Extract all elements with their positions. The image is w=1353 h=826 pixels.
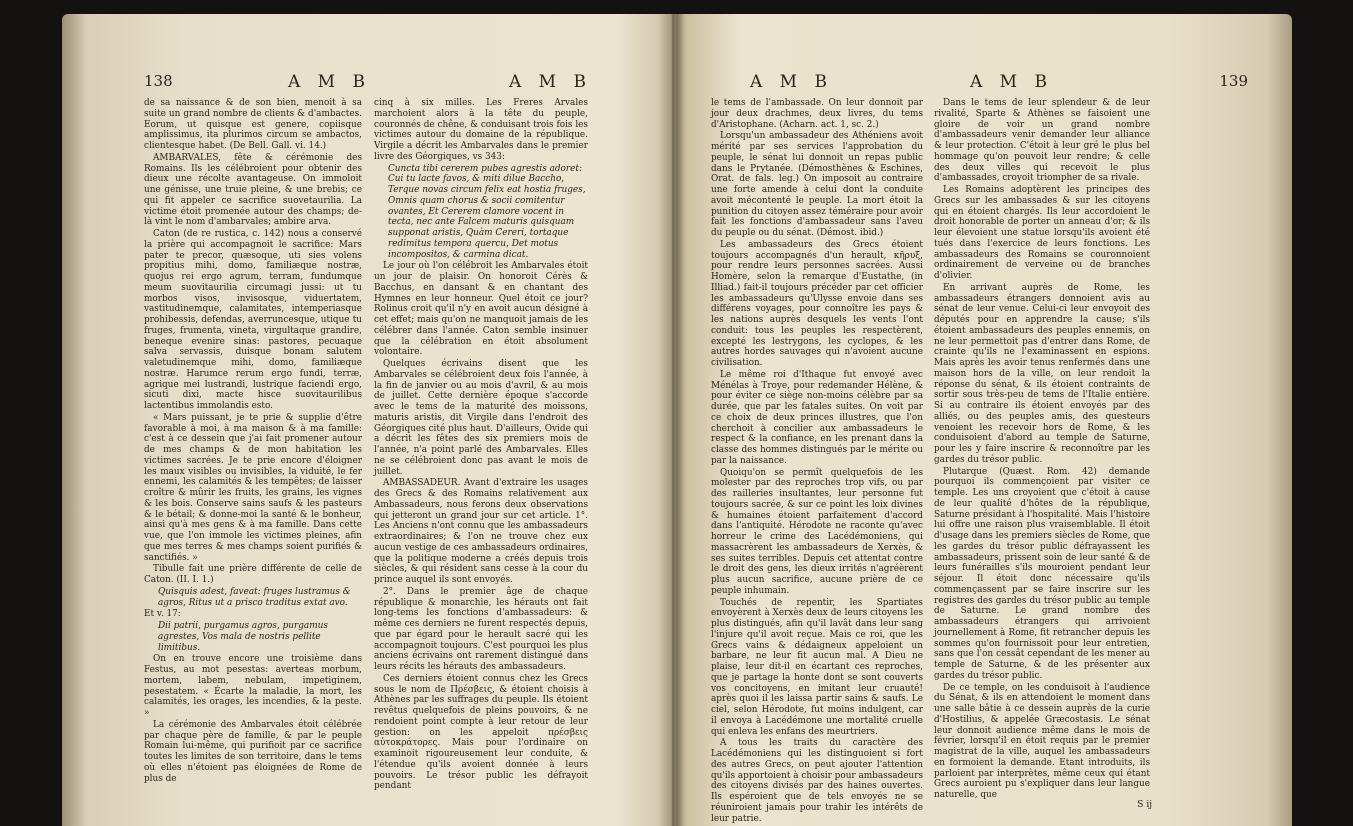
verse-quote: Dii patrii, purgamus agros, purgamus agrestes, Vos mala de nostris pellite limitibus. [158, 621, 328, 653]
left-page [62, 14, 672, 826]
open-book [62, 14, 1292, 826]
paragraph: de sa naissance & de son bien, menoit à sa suite un grand nombre de clients & d'ambactes. Eorum, ut quisque est genere, copiisque amplissimus, ita plurimos circum se ambactos, clientesque habet. (De Bell. Gall. vi. 14.) [144, 98, 362, 151]
paragraph: Dans le tems de leur splendeur & de leur rivalité, Sparte & Athènes se faisoient une gloire de voir un grand nombre d'ambassadeurs venir demander leur alliance & leur protection. C'étoit à leur gré le plus bel hommage qu'on pouvoit leur rendre; & celle des deux villes qui recevoit le plus d'ambassades, croyoit triompher de sa rivale. [934, 98, 1150, 184]
verse-quote: Cuncta tibi cererem pubes agrestis adoret: Cui tu lacte favos, & miti dilue Baccho, Terque novas circum felix eat hostia fruges, Omnis quam chorus & socii comitentur ovantes, Et Cererem clamore vocent in tecta, nec ante Falcem maturis quisquam supponat aristis, Quàm Cereri, tortaque redimitus tempora quercu, Det motus incompositos, & carmina dicat. [388, 163, 586, 260]
paragraph: La cérémonie des Ambarvales étoit célébrée par chaque père de famille, & par le peuple Romain lui-même, qui purifioit par ce sacrifice toutes les limites de son territoire, dans le tems où elles n'étoient pas éloignées de Rome de plus de [144, 719, 362, 784]
paragraph: Caton (de re rustica, c. 142) nous a conservé la prière qui accompagnoit le sacrifice: Mars pater te precor, quæsoque, uti sies volens propitius mihi, domo, familiæque nostræ, quojus rei ergo agrum, terram, fundumque meum suovitaurilia circumagi jussi: ut tu morbos visos, invisosque, viduertatem, vastitudinemque, calamitates, intemperiasque prohibessis, defendas, averruncesque, utique tu fruges, frumenta, vineta, virgultaque grandire, beneque evenire sinas: pastores, pecuaque salva servassis, duisque bonam salutem valetudinemque mihi, domo, familiæque nostræ. Harumce rerum ergo fundi, terræ, agrique mei lustrandi, lustrique faciendi ergo, sicuti dixi, macte hisce suovitaurilibus lactentibus immolandis esto. [144, 229, 362, 411]
paragraph: On en trouve encore une troisième dans Festus, au mot pesestas: averteas morbum, mortem, labem, nebulam, impetiginem, pesestatem. « Écarte la maladie, la mort, les calamités, les orages, les incendies, & la peste. » [144, 654, 362, 718]
paragraph: Le jour où l'on célébroit les Ambarvales étoit un jour de plaisir. On honoroit Cérès & Bacchus, en dansant & en chantant des Hymnes en leur honneur. Quel étoit ce jour? Rolinus croit qu'il n'y en avoit aucun désigné à cet effet; mais qu'on ne manquoit jamais de les célébrer dans l'année. Caton semble insinuer que la célébration en étoit absolument volontaire. [374, 261, 588, 358]
left-running-head-1: A M B [288, 72, 371, 92]
right-page [678, 14, 1292, 826]
left-page-number: 138 [144, 72, 173, 90]
paragraph: Quoiqu'on se permît quelquefois de les molester par des reproches trop vifs, ou par des railleries insultantes, leur personne fut toujours sacrée, & sur ce point les loix divines & humaines étoient parfaitement d'accord dans l'antiquité. Hérodote ne raconte qu'avec horreur le crime des Lacédémoniens, qui massacrèrent les ambassadeurs de Xerxès, & ses suites terribles. Depuis cet attentat contre le droit des gens, les dieux irrités n'agréèrent plus aucun sacrifice, aucune prière de ce peuple inhumain. [711, 467, 923, 596]
paragraph: Les ambassadeurs des Grecs étoient toujours accompagnés d'un herault, κῆρυξ, pour rendre leurs personnes sacrées. Aussi Homère, selon la remarque d'Eustathe, (in Illiad.) fait-il toujours précéder par cet officier les ambassadeurs qu'Ulysse envoie dans ses différens voyages, pour connoître les pays & les nations auprès desquels les vents l'ont conduit: tous les peuples les respectèrent, excepté les lestrygons, les cyclopes, & les autres hordes sauvages qui n'avoient aucune civilisation. [711, 239, 923, 368]
paragraph: Ces derniers étoient connus chez les Grecs sous le nom de Πρέσβεις, & étoient choisis à Athènes par les suffrages du peuple. Ils étoient revêtus quelquefois de pleins pouvoirs, & ne rendoient point compte à leur retour de leur gestion: on les appeloit πρέσβεις αὐτοκράτορες. Mais pour l'ordinaire on examinoit rigoureusement leur conduite, & l'étendue qu'ils avoient donnée à leurs pouvoirs. Le trésor public les défrayoit pendant [374, 673, 588, 792]
left-column-1 [144, 98, 362, 818]
paragraph: A tous les traits du caractère des Lacédémoniens qui les distinguoient si fort des autres Grecs, on peut ajouter l'attention qu'ils apportoient à choisir pour ambassadeurs des citoyens divisés par des haines ouvertes. Ils espéroient que de tels envoyés ne se réuniroient jamais pour trahir les intérêts de leur patrie. [711, 738, 923, 824]
paragraph: cinq à six milles. Les Freres Arvales marchoient alors à la tête du peuple, couronnés de chêne, & conduisant trois fois les victimes autour du domaine de la république. Virgile a décrit les Ambarvales dans le premier livre des Géorgiques, vs 343: [374, 98, 588, 162]
right-column-1 [711, 98, 923, 824]
right-page-number: 139 [1219, 72, 1248, 90]
paragraph: Plutarque (Quæst. Rom. 42) demande pourquoi ils commençoient par visiter ce temple. Les uns croyoient que c'étoit à cause de leur qualité d'hôtes de la république, Saturne présidant à l'hospitalité. Mais l'histoire lui offre une raison plus vraisemblable. Il étoit d'usage dans les premiers siècles de Rome, que les gardes du trésor public défrayassent les ambassadeurs, prissent soin de leur santé & de leurs funérailles s'ils mouroient pendant leur séjour. Il étoit donc nécessaire qu'ils commençassent par se faire inscrire sur les registres des gardes du trésor public au temple de Saturne. Le grand nombre des ambassadeurs étrangers qui arrivoient journellement à Rome, fit retrancher depuis les sommes qu'on fournissoit pour leur entretien, sans que l'on cessât cependant de les mener au temple de Saturne, & de les présenter aux gardes du trésor public. [934, 466, 1150, 681]
paragraph: le tems de l'ambassade. On leur donnoit par jour deux drachmes, deux livres, du tems d'Aristophane. (Acharn. act. 1, sc. 2.) [711, 98, 923, 130]
entry-ambassadeur: AMBASSADEUR. Avant d'extraire les usages des Grecs & des Romains relativement aux Ambassadeurs, nous ferons deux observations qui jetteront un grand jour sur cet article. 1°. Les Anciens n'ont connu que les ambassadeurs extraordinaires; & l'on ne trouve chez eux aucun vestige de ces ambassadeurs ordinaires, que la politique moderne a créés depuis trois siècles, & qui résident sans cesse à la cour du prince auquel ils sont envoyés. [374, 478, 588, 585]
paragraph: 2°. Dans le premier âge de chaque république & monarchie, les hérauts ont fait long-tems les fonctions d'ambassadeurs: & même ces derniers ne furent respectés depuis, que par égard pour le herault sacré qui les accompagnoit toujours. C'est pourquoi les plus anciens écrivains ont rarement distingué dans leurs récits les hérauts des ambassadeurs. [374, 586, 588, 672]
right-running-head-1: A M B [750, 72, 833, 92]
paragraph: En arrivant auprès de Rome, les ambassadeurs étrangers donnoient avis au sénat de leur venue. Celui-ci leur envoyoit des députés pour en apprendre la cause; s'ils étoient ambassadeurs des peuples ennemis, on ne leur permettoit pas d'entrer dans Rome, de crainte qu'ils ne l'examinassent en espions. Mais après les avoir tenus renfermés dans une maison hors de la ville, on leur rendoit la réponse du sénat, & ils étoient contraints de sortir sous très-peu de tems de l'Italie entière. Si au contraire ils étoient envoyés par des alliés, ou des peuples amis, des questeurs venoient les recevoir hors de Rome, & les conduisoient d'abord au temple de Saturne, pour les y faire inscrire & reconnoître par les gardes du trésor public. [934, 282, 1150, 465]
paragraph: « Mars puissant, je te prie & supplie d'être favorable à moi, à ma maison & à ma famille: c'est à ce dessein que j'ai fait promener autour de mes champs & de mon habitation les victimes sacrées. Je te prie encore d'éloigner les maux visibles ou invisibles, la viduité, le fer ennemi, les calamités & les tempêtes; de laisser croître & mûrir les fruits, les grains, les vignes & les bois. Conserve sains saufs & les pasteurs & le bétail; & donne-moi la santé & le bonheur, ainsi qu'à mes gens & à ma famille. Dans cette vue, que l'on immole les victimes pleines, afin que mes terres & mes champs soient purifiés & sanctifiés. » [144, 412, 362, 563]
paragraph: Lorsqu'un ambassadeur des Athéniens avoit mérité par ses services l'approbation du peuple, le sénat lui donnoit un repas public dans le Prytanée. (Démosthènes & Eschines, Orat. de fals. leg.) On imposoit au contraire une forte amende à celui dont la conduite avoit mécontenté le peuple. La mort étoit la punition du citoyen assez téméraire pour avoir fait les fonctions d'ambassadeur sans l'aveu du peuple ou du sénat. (Démost. ibid.) [711, 131, 923, 238]
left-column-2 [374, 98, 588, 818]
paragraph: Touchés de repentir, les Spartiates envoyèrent à Xerxès deux de leurs citoyens les plus distingués, afin qu'il lavât dans leur sang l'injure qu'il avoit reçue. Mais ce roi, que les Grecs vains & dédaigneux appeloient un barbare, ne leur fit aucun mal. A Dieu ne plaise, leur dit-il en écartant ces reproches, que je partage la honte dont se sont couverts vos concitoyens, en imitant leur cruauté! après quoi il les laissa partir sains & saufs. Le ciel, selon Hérodote, fut moins indulgent, car il envoya à Lacédémone une mortalité cruelle qui enleva les enfans des meurtriers. [711, 597, 923, 737]
paragraph: Quelques écrivains disent que les Ambarvales se célébroient deux fois l'année, à la fin de janvier ou au mois d'avril, & au mois de juillet. Cette dernière époque s'accorde avec le tems de la maturité des moissons, maturis aristis, dit Virgile dans l'endroit des Géorgiques cité plus haut. D'ailleurs, Ovide qui a décrit les fêtes des six premiers mois de l'année, n'a point parlé des Ambarvales. Elles ne se célébroient donc pas avant le mois de juillet. [374, 359, 588, 477]
left-running-head-2: A M B [509, 72, 592, 92]
verse-quote: Quisquis adest, faveat: fruges lustramus & agros, Ritus ut a prisco traditus extat avo. [158, 586, 351, 608]
left-running-header [144, 72, 674, 94]
right-running-header [708, 72, 1248, 94]
paragraph: Le même roi d'Ithaque fut envoyé avec Ménélas à Troye, pour redemander Hélène, & pour éviter ce siège non-moins célèbre par sa durée, que par les fatales suites. On voit par ce choix de deux princes illustres, que l'on cherchoit à concilier aux ambassadeurs le respect & la confiance, en les prenant dans la classe des hommes distingués par le mérite ou par la naissance. [711, 369, 923, 466]
signature-mark: S ij [1137, 800, 1152, 810]
paragraph: De ce temple, on les conduisoit à l'audience du Sénat, & ils en attendoient le moment dans une salle bâtie à ce dessein auprès de la curie d'Hostilius, & appelée Græcostasis. Le sénat leur donnoit audience même dans le mois de février, lorsqu'il en étoit requis par le premier magistrat de la ville, auquel les ambassadeurs en formoient la demande. Etant introduits, ils parloient par interprètes, même ceux qui étant Grecs auroient pu s'expliquer dans leur langue naturelle, que [934, 682, 1150, 800]
paragraph: Et v. 17: [144, 609, 181, 620]
right-running-head-2: A M B [970, 72, 1053, 92]
paragraph: Tibulle fait une prière différente de celle de Caton. (II. I. 1.) [144, 564, 362, 585]
entry-ambarvales: AMBARVALES, fête & cérémonie des Romains. Ils les célébroient pour obtenir des dieux une récolte avantageuse. On immoloit une génisse, une truie pleine, & une brebis; ce qui fit appeler ce sacrifice suovetaurilia. La victime étoit promenée autour des champs; de-là vint le nom d'ambarvales; ambire arva. [144, 152, 362, 228]
right-column-2 [934, 98, 1150, 818]
book-gutter [658, 14, 688, 826]
paragraph: Les Romains adoptèrent les principes des Grecs sur les ambassades & sur les citoyens qui en étoient chargés. Ils leur accordoient le droit honorable de porter un anneau d'or; & ils leur élevoient une statue lorsqu'ils avoient été tués dans l'exercice de leurs fonctions. Les ambassadeurs des Romains se couronnoient ordinairement de verveine ou de branches d'olivier. [934, 185, 1150, 281]
